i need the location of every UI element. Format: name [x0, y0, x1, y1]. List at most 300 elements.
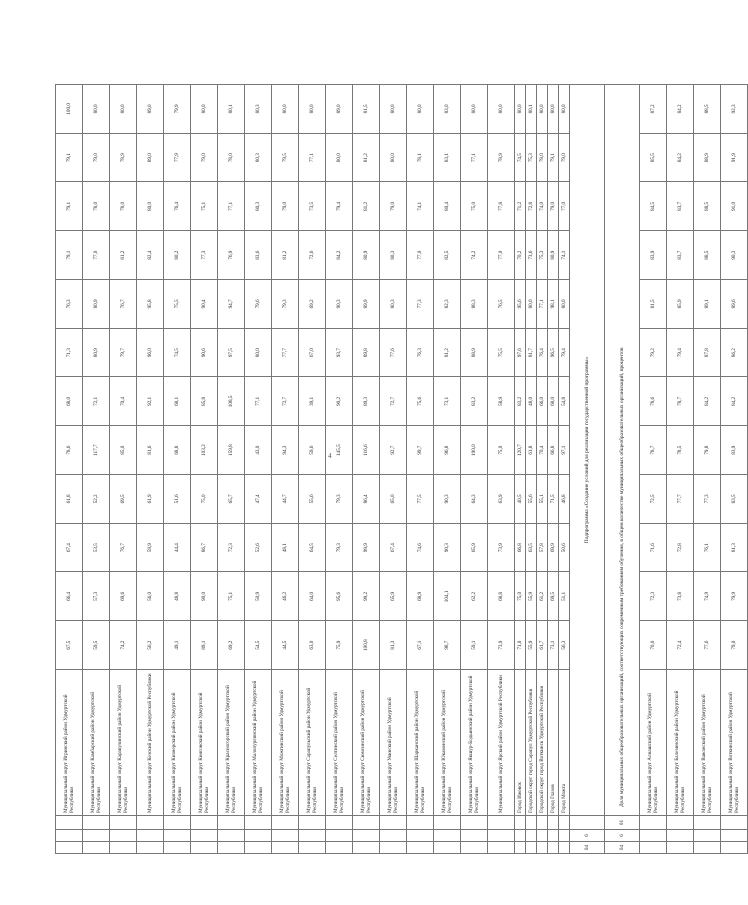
value-cell: 74,1 [407, 182, 434, 231]
territory-name: Муниципальный округ Сюмсинский район Удмуртской Республики [353, 670, 380, 816]
value-cell: 81,3 [721, 523, 748, 572]
value-cell: 67,4 [56, 523, 83, 572]
code-cell-2 [164, 830, 191, 842]
value-cell: 83,9 [721, 426, 748, 475]
value-cell: 55,9 [526, 572, 537, 621]
value-cell: 55,9 [526, 621, 537, 670]
value-cell: 72,1 [83, 377, 110, 426]
value-cell: 73,1 [434, 377, 461, 426]
value-cell: 99,2 [353, 572, 380, 621]
value-cell: 68,0 [548, 377, 559, 426]
value-cell: 77,0 [407, 231, 434, 280]
value-cell: 81,3 [380, 621, 407, 670]
value-cell: 97,1 [559, 426, 570, 475]
table-row [110, 85, 137, 854]
code-cell-3 [548, 816, 559, 830]
value-cell: 95,6 [515, 280, 526, 329]
code-cell-1: 04 [570, 842, 605, 854]
value-cell: 80,3 [380, 231, 407, 280]
value-cell: 80,9 [83, 328, 110, 377]
code-cell-2: 6 [605, 830, 640, 842]
value-cell: 64,3 [461, 475, 488, 524]
territory-name: Город Глазов [548, 670, 559, 816]
value-cell: 59,9 [137, 523, 164, 572]
code-cell-1 [559, 842, 570, 854]
value-cell: 61,9 [137, 475, 164, 524]
code-cell-1 [137, 842, 164, 854]
territory-name: Городской округ город Воткинск Удмуртской Республики [537, 670, 548, 816]
value-cell: 90,3 [326, 280, 353, 329]
value-cell: 120,7 [515, 426, 526, 475]
table-row [191, 85, 218, 854]
value-cell: 77,8 [488, 182, 515, 231]
code-cell-3 [537, 816, 548, 830]
value-cell: 67,4 [380, 523, 407, 572]
value-cell: 56,2 [137, 621, 164, 670]
value-cell: 89,1 [694, 280, 721, 329]
value-cell: 77,3 [407, 280, 434, 329]
territory-name: Муниципальный округ Увинский район Удмуртской Республики [380, 670, 407, 816]
value-cell: 87,8 [694, 328, 721, 377]
value-cell: 79,9 [164, 85, 191, 134]
value-cell: 55,6 [526, 475, 537, 524]
code-cell-2 [515, 830, 526, 842]
value-cell: 46,2 [272, 572, 299, 621]
value-cell: 56,3 [559, 621, 570, 670]
code-cell-2 [110, 830, 137, 842]
value-cell: 80,2 [164, 231, 191, 280]
value-cell: 44,4 [164, 523, 191, 572]
value-cell: 117,7 [83, 426, 110, 475]
value-cell: 74,2 [110, 621, 137, 670]
value-cell: 80,0 [380, 133, 407, 182]
value-cell: 52,6 [245, 523, 272, 572]
value-cell: 90,3 [721, 231, 748, 280]
value-cell: 77,0 [488, 231, 515, 280]
value-cell: 77,6 [694, 621, 721, 670]
code-cell-3 [353, 816, 380, 830]
code-cell-2 [380, 830, 407, 842]
value-cell: 68,1 [164, 377, 191, 426]
territory-name: Муниципальный округ Игринский район Удмуртской Республики [56, 670, 83, 816]
value-cell: 75,6 [407, 377, 434, 426]
value-cell: 88,9 [461, 328, 488, 377]
value-cell: 71,0 [515, 621, 526, 670]
value-cell: 52,2 [83, 475, 110, 524]
code-cell-1 [434, 842, 461, 854]
value-cell: 76,7 [110, 523, 137, 572]
value-cell: 79,4 [559, 328, 570, 377]
value-cell: 80,0 [245, 328, 272, 377]
value-cell: 83,7 [667, 182, 694, 231]
code-cell-3 [694, 816, 721, 830]
value-cell: 50,9 [245, 572, 272, 621]
value-cell: 90,3 [434, 523, 461, 572]
value-cell: 61,7 [537, 621, 548, 670]
value-cell: 85,5 [640, 133, 667, 182]
code-cell-2 [640, 830, 667, 842]
value-cell: 89,8 [353, 328, 380, 377]
value-cell: 83,2 [515, 377, 526, 426]
value-cell: 79,4 [667, 328, 694, 377]
value-cell: 77,1 [218, 182, 245, 231]
table-row [164, 85, 191, 854]
value-cell: 95,6 [326, 572, 353, 621]
value-cell: 78,6 [56, 426, 83, 475]
territory-name: Муниципальный округ Кизнерский район Удмуртской Республики [164, 670, 191, 816]
code-cell-3 [434, 816, 461, 830]
value-cell: 62,2 [461, 572, 488, 621]
value-cell: 116,6 [353, 426, 380, 475]
value-cell: 84,2 [667, 133, 694, 182]
value-cell: 86,2 [721, 328, 748, 377]
value-cell: 94,3 [272, 426, 299, 475]
indicator-table [55, 84, 748, 854]
value-cell: 96,5 [548, 328, 559, 377]
value-cell: 73,1 [548, 621, 559, 670]
code-cell-2 [694, 830, 721, 842]
value-cell: 80,1 [526, 85, 537, 134]
value-cell: 83,9 [640, 231, 667, 280]
value-cell: 78,7 [667, 377, 694, 426]
value-cell: 79,1 [56, 182, 83, 231]
code-cell-3 [299, 816, 326, 830]
value-cell: 70,4 [110, 377, 137, 426]
value-cell: 76,4 [537, 328, 548, 377]
value-cell: 90,0 [191, 572, 218, 621]
table-row [245, 85, 272, 854]
code-cell-1 [191, 842, 218, 854]
code-cell-2 [245, 830, 272, 842]
value-cell: 58,9 [488, 377, 515, 426]
code-cell-2 [488, 830, 515, 842]
value-cell: 81,2 [110, 231, 137, 280]
code-cell-3 [191, 816, 218, 830]
value-cell: 104,1 [434, 572, 461, 621]
value-cell: 76,9 [218, 231, 245, 280]
territory-name: Муниципальный округ Красногорский район Удмуртской Республики [218, 670, 245, 816]
table-row [299, 85, 326, 854]
code-cell-1: 04 [605, 842, 640, 854]
code-cell-3 [515, 816, 526, 830]
value-cell: 83,1 [434, 133, 461, 182]
value-cell: 77,0 [83, 231, 110, 280]
value-cell: 81,5 [353, 85, 380, 134]
value-cell: 79,3 [272, 280, 299, 329]
code-cell-3 [559, 816, 570, 830]
value-cell: 69,2 [299, 280, 326, 329]
value-cell: 88,5 [694, 231, 721, 280]
value-cell: 63,0 [299, 621, 326, 670]
value-cell: 66,0 [537, 377, 548, 426]
value-cell: 80,4 [434, 182, 461, 231]
value-cell: 78,0 [537, 133, 548, 182]
territory-name: Муниципальный округ Шарканский район Удмуртской Республики [407, 670, 434, 816]
value-cell: 79,0 [83, 133, 110, 182]
value-cell: 78,5 [667, 426, 694, 475]
value-cell: 108,5 [218, 377, 245, 426]
value-cell: 80,0 [559, 85, 570, 134]
code-cell-1 [326, 842, 353, 854]
code-cell-1 [164, 842, 191, 854]
value-cell: 69,2 [218, 621, 245, 670]
value-cell: 39,1 [299, 377, 326, 426]
value-cell: 85,9 [667, 280, 694, 329]
table-row [326, 85, 353, 854]
code-cell-1 [245, 842, 272, 854]
code-cell-1 [667, 842, 694, 854]
table-row [640, 85, 667, 854]
value-cell: 79,1 [56, 133, 83, 182]
value-cell: 75,1 [218, 572, 245, 621]
value-cell: 64,0 [299, 572, 326, 621]
value-cell: 65,0 [380, 475, 407, 524]
territory-name: Муниципальный округ Ярский район Удмуртской Республики [488, 670, 515, 816]
value-cell: 93,7 [326, 328, 353, 377]
value-cell: 79,2 [640, 328, 667, 377]
code-cell-3 [272, 816, 299, 830]
code-cell-1 [407, 842, 434, 854]
value-cell: 78,1 [407, 133, 434, 182]
value-cell: 68,8 [488, 572, 515, 621]
territory-name: Муниципальный округ Балезинский район Удмуртской Республики [667, 670, 694, 816]
value-cell: 77,3 [191, 231, 218, 280]
value-cell: 48,8 [164, 572, 191, 621]
code-cell-2 [407, 830, 434, 842]
value-cell: 77,1 [245, 377, 272, 426]
value-cell: 80,1 [218, 85, 245, 134]
value-cell: 63,9 [488, 475, 515, 524]
value-cell: 70,4 [537, 426, 548, 475]
table-row [667, 85, 694, 854]
value-cell: 89,0 [137, 85, 164, 134]
value-cell: 57,8 [537, 523, 548, 572]
value-cell: 82,4 [137, 231, 164, 280]
value-cell: 78,6 [640, 377, 667, 426]
value-cell: 78,0 [83, 182, 110, 231]
value-cell: 77,1 [299, 133, 326, 182]
value-cell: 80,0 [515, 85, 526, 134]
value-cell: 83,2 [461, 377, 488, 426]
value-cell: 75,0 [461, 182, 488, 231]
code-cell-3 [164, 816, 191, 830]
value-cell: 90,6 [191, 328, 218, 377]
value-cell: 74,9 [694, 572, 721, 621]
value-cell: 88,3 [461, 280, 488, 329]
table-row [434, 85, 461, 854]
value-cell: 80,0 [380, 85, 407, 134]
territory-name: Муниципальный округ Камбарский район Удмуртской Республики [83, 670, 110, 816]
value-cell: 75,5 [164, 280, 191, 329]
value-cell: 66,8 [515, 523, 526, 572]
value-cell: 71,5 [548, 475, 559, 524]
territory-name: Муниципальный округ Каракулинский район Удмуртской Республики [110, 670, 137, 816]
territory-name: Муниципальный округ Сарапульский район Удмуртской Республики [299, 670, 326, 816]
code-cell-2: 6 [570, 830, 605, 842]
value-cell: 95,8 [137, 280, 164, 329]
value-cell: 84,5 [640, 182, 667, 231]
value-cell: 44,7 [272, 475, 299, 524]
value-cell: 89,9 [353, 280, 380, 329]
value-cell: 82,3 [434, 280, 461, 329]
value-cell: 49,1 [164, 621, 191, 670]
value-cell: 55,6 [299, 475, 326, 524]
value-cell: 76,3 [407, 328, 434, 377]
code-cell-2 [526, 830, 537, 842]
value-cell: 79,9 [721, 572, 748, 621]
value-cell: 48,1 [272, 523, 299, 572]
code-cell-1 [353, 842, 380, 854]
code-cell-2 [137, 830, 164, 842]
value-cell: 91,9 [721, 133, 748, 182]
value-cell: 72,8 [526, 182, 537, 231]
value-cell: 54,5 [245, 621, 272, 670]
value-cell: 78,0 [218, 133, 245, 182]
value-cell: 190,0 [461, 426, 488, 475]
table-row [721, 85, 748, 854]
code-cell-2 [434, 830, 461, 842]
value-cell: 77,1 [461, 133, 488, 182]
code-cell-2 [83, 830, 110, 842]
value-cell: 65,9 [380, 572, 407, 621]
code-cell-1 [640, 842, 667, 854]
value-cell: 79,0 [380, 182, 407, 231]
value-cell: 67,1 [407, 621, 434, 670]
value-cell: 81,5 [640, 280, 667, 329]
value-cell: 84,2 [326, 231, 353, 280]
value-cell: 80,0 [488, 85, 515, 134]
value-cell: 80,3 [245, 182, 272, 231]
table-row [272, 85, 299, 854]
code-cell-2 [56, 830, 83, 842]
value-cell: 98,7 [434, 621, 461, 670]
territory-name: Муниципальный округ Юкаменский район Удмуртской Республики [434, 670, 461, 816]
value-cell: 71,6 [640, 523, 667, 572]
value-cell: 72,4 [667, 621, 694, 670]
code-cell-2 [559, 830, 570, 842]
value-cell: 71,3 [56, 328, 83, 377]
code-cell-1 [488, 842, 515, 854]
value-cell: 78,9 [488, 133, 515, 182]
value-cell: 82,5 [434, 231, 461, 280]
value-cell: 80,0 [191, 85, 218, 134]
table-row [56, 85, 83, 854]
value-cell: 79,6 [245, 280, 272, 329]
value-cell: 77,6 [380, 328, 407, 377]
code-cell-3 [488, 816, 515, 830]
code-cell-1 [548, 842, 559, 854]
code-cell-2 [218, 830, 245, 842]
code-cell-3 [245, 816, 272, 830]
table-row [461, 85, 488, 854]
value-cell: 79,0 [548, 182, 559, 231]
value-cell: 50,6 [559, 523, 570, 572]
value-cell: 47,4 [245, 475, 272, 524]
code-cell-3 [526, 816, 537, 830]
code-cell-2 [326, 830, 353, 842]
value-cell: 84,2 [721, 377, 748, 426]
value-cell: 69,5 [548, 572, 559, 621]
value-cell: 96,8 [434, 426, 461, 475]
value-cell: 51,1 [559, 572, 570, 621]
value-cell: 100,8 [353, 621, 380, 670]
code-cell-3 [721, 816, 748, 830]
value-cell: 78,7 [640, 426, 667, 475]
code-cell-3 [56, 816, 83, 830]
value-cell: 75,5 [488, 328, 515, 377]
value-cell: 69,9 [548, 523, 559, 572]
value-cell: 72,7 [380, 377, 407, 426]
indicator-title-row [605, 85, 640, 854]
value-cell: 73,8 [667, 572, 694, 621]
value-cell: 79,3 [326, 523, 353, 572]
value-cell: 61,2 [537, 572, 548, 621]
table-row [407, 85, 434, 854]
value-cell: 80,9 [548, 231, 559, 280]
value-cell: 80,0 [526, 280, 537, 329]
value-cell: 55,1 [537, 475, 548, 524]
value-cell: 81,2 [272, 231, 299, 280]
value-cell: 80,9 [353, 231, 380, 280]
value-cell: 80,0 [326, 133, 353, 182]
value-cell: 73,9 [488, 523, 515, 572]
value-cell: 74,2 [461, 231, 488, 280]
table-row [380, 85, 407, 854]
value-cell: 85,8 [191, 377, 218, 426]
code-cell-1 [380, 842, 407, 854]
value-cell: 74,1 [559, 231, 570, 280]
page-number: 4 [328, 452, 332, 460]
territory-name: Муниципальный округ Кезский район Удмуртской Республики [137, 670, 164, 816]
code-cell-2 [667, 830, 694, 842]
value-cell: 79,5 [272, 133, 299, 182]
value-cell: 63,5 [526, 523, 537, 572]
value-cell: 77,9 [164, 133, 191, 182]
value-cell: 83,5 [721, 475, 748, 524]
value-cell: 80,0 [461, 85, 488, 134]
value-cell: 100,0 [56, 85, 83, 134]
value-cell: 90,4 [191, 280, 218, 329]
code-cell-1 [218, 842, 245, 854]
value-cell: 73,9 [488, 621, 515, 670]
value-cell: 91,0 [721, 182, 748, 231]
subprogram-heading: Подпрограмма «Создание условий для реализации государственной программы» [570, 85, 605, 816]
code-cell-3 [407, 816, 434, 830]
table-body [56, 85, 748, 854]
value-cell: 75,1 [191, 182, 218, 231]
value-cell: 79,0 [559, 133, 570, 182]
value-cell: 76,4 [164, 182, 191, 231]
code-cell-2 [353, 830, 380, 842]
value-cell: 92,7 [380, 426, 407, 475]
value-cell: 79,4 [326, 182, 353, 231]
value-cell: 98,1 [548, 280, 559, 329]
code-cell-2 [548, 830, 559, 842]
value-cell: 75,3 [537, 231, 548, 280]
code-cell-1 [56, 842, 83, 854]
code-cell-3 [667, 816, 694, 830]
value-cell: 61,8 [526, 426, 537, 475]
territory-name: Город Ижевск [515, 670, 526, 816]
value-cell: 79,7 [110, 328, 137, 377]
territory-name: Муниципальный округ Можгинский район Удмуртской Республики [272, 670, 299, 816]
value-cell: 79,8 [694, 426, 721, 475]
value-cell: 159,8 [218, 426, 245, 475]
code-cell-1 [694, 842, 721, 854]
value-cell: 48,0 [526, 377, 537, 426]
value-cell: 92,1 [137, 377, 164, 426]
code-cell-3 [326, 816, 353, 830]
